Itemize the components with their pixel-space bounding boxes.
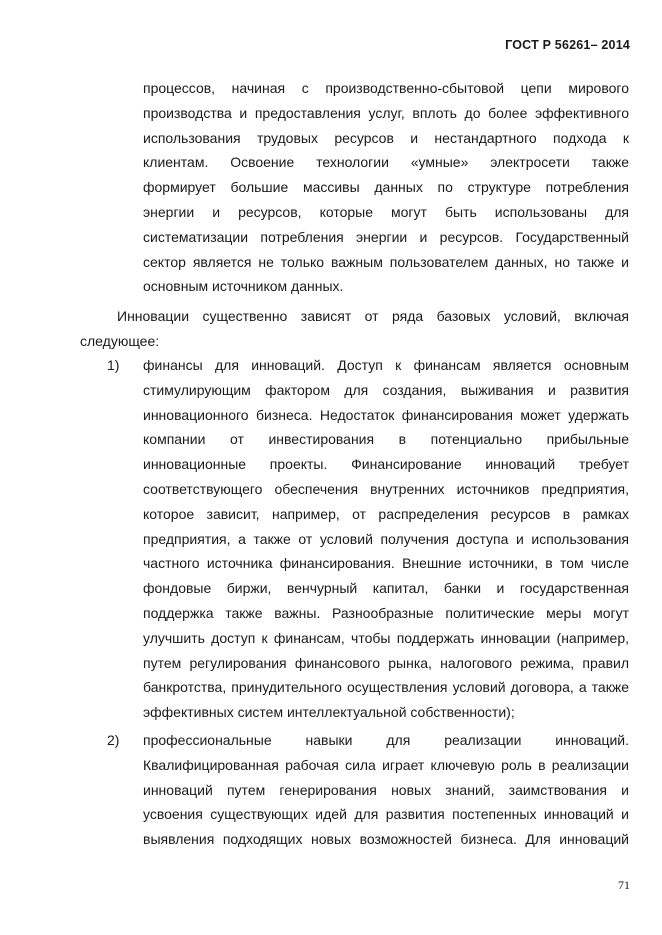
text-line: сектор является не только важным пользователем данных, но также и: [143, 253, 629, 270]
text-line: систематизации потребления энергии и ресурсов. Государственный: [143, 228, 629, 245]
paragraph-continuation: [143, 76, 629, 299]
text-line: процессов, начиная с производственно-сбытовой цепи мирового: [143, 80, 629, 96]
document-standard-header: ГОСТ Р 56261– 2014: [505, 38, 630, 52]
text-line: производства и предоставления услуг, вплоть до более эффективного: [143, 104, 629, 121]
text-line: основным источником данных.: [143, 278, 344, 295]
text-line: использования трудовых ресурсов и нестандартного подхода к: [143, 129, 629, 146]
page-number: 71: [618, 878, 630, 892]
text-line: формирует большие массивы данных по структуре потребления: [143, 179, 629, 196]
text-line: энергии и ресурсов, которые могут быть использованы для: [143, 203, 629, 220]
text-line: клиентам. Освоение технологии «умные» электросети также: [143, 154, 629, 171]
list-item-number: 1): [107, 357, 120, 373]
list-item-finance: финансы для инноваций. Доступ к финансам является основным стимулирующим фактором для создания, выживания и развития инновационного бизнеса. Недостаток финансирования может удержать компании от инвестирования в потенциально прибыльные инновационные проекты. Финансирование инноваций требует соответствующего обеспечения внутренних источников предприятия, которое зависит, например, от распределения ресурсов в рамках предприятия, а также от условий получения доступа и использования частного источника финансирования. Внешние источники, в том числе фондовые биржи, венчурный капитал, банки и государственная поддержка также важны. Разнообразные политические меры могут улучшить доступ к финансам, чтобы поддержать инновации (например, путем регулирования финансового рынка, налогового режима, правил банкротства, принудительного осуществления условий договора, а также эффективных систем интеллектуальной собственности);: [143, 357, 629, 721]
list-item-skills: профессиональные навыки для реализации инноваций. Квалифицированная рабочая сила играет ключевую роль в реализации инноваций путем генерирования новых знаний, заимствования и усвоения существующих идей для развития постепенных инноваций и выявления подходящих новых возможностей бизнеса. Для инноваций: [143, 732, 629, 848]
paragraph-conditions-intro: Инновации существенно зависят от ряда базовых условий, включая следующее:: [80, 308, 629, 349]
list-item-number: 2): [107, 732, 120, 748]
